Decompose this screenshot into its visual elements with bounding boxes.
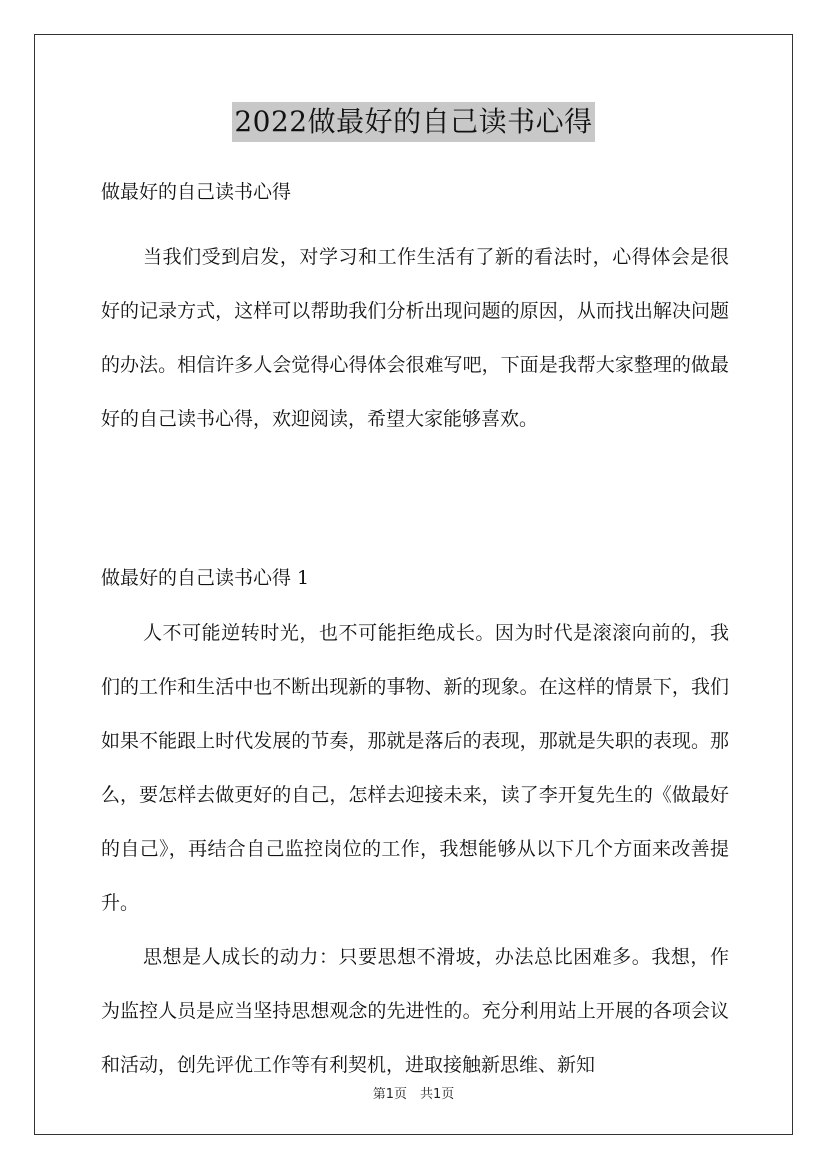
document-title: 2022做最好的自己读书心得 [232, 102, 594, 142]
document-title-wrap [0, 102, 827, 142]
section-heading-1: 做最好的自己读书心得 1 [101, 567, 310, 589]
section-1-paragraph-2: 思想是人成长的动力：只要思想不滑坡，办法总比困难多。我想，作为监控人员是应当坚持思想观念的先进性的。充分利用站上开展的各项会议和活动，创先评优工作等有利契机，进取接触新思维、新知 [101, 946, 729, 1076]
section-heading-intro: 做最好的自己读书心得 [101, 181, 292, 203]
section-1-paragraph-1: 人不可能逆转时光，也不可能拒绝成长。因为时代是滚滚向前的，我们的工作和生活中也不断出现新的事物、新的现象。在这样的情景下，我们如果不能跟上时代发展的节奏，那就是落后的表现，那就是失职的表现。那么，要怎样去做更好的自己，怎样去迎接未来，读了李开复先生的《做最好的自己》，再结合自己监控岗位的工作，我想能够从以下几个方面来改善提升。 [101, 622, 729, 914]
intro-paragraph: 当我们受到启发，对学习和工作生活有了新的看法时，心得体会是很好的记录方式，这样可以帮助我们分析出现问题的原因，从而找出解决问题的办法。相信许多人会觉得心得体会很难写吧，下面是我帮大家整理的做最好的自己读书心得，欢迎阅读，希望大家能够喜欢。 [101, 246, 729, 430]
document-body [101, 172, 729, 1092]
page-footer: 第1页 共1页 [372, 1087, 455, 1102]
